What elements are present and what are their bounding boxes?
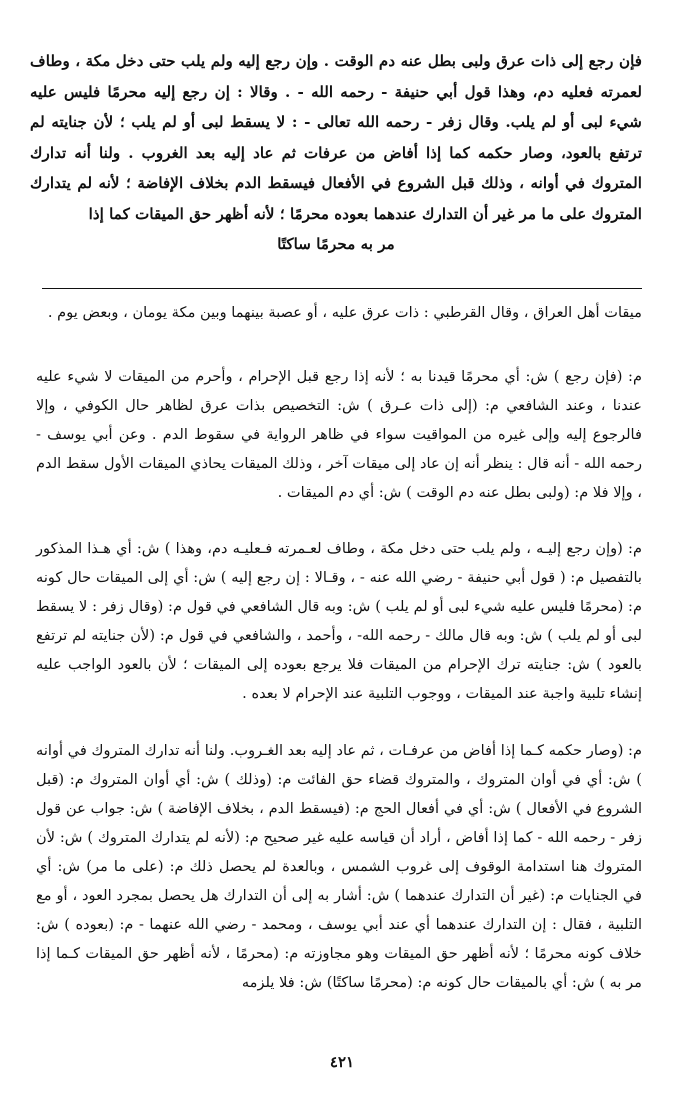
main-last-line: مر به محرمًا ساكتًا <box>277 235 395 253</box>
footnote-continuation: ميقات أهل العراق ، وقال القرطبي : ذات عرق عليه ، أو عصبة بينهما وبين مكة يومان ، وبعض يوم . <box>47 304 642 321</box>
main-paragraph: فإن رجع إلى ذات عرق ولبى بطل عنه دم الوقت . وإن رجع إليه ولم يلب حتى دخل مكة ، وطاف لعمرته فعليه دم، وهذا قول أبي حنيفة - رحمه الله - . وقالا : إن رجع إليه محرمًا فليس عليه شيء لبى أو لم يلب. وقال زفر - رحمه الله تعالى - : لا يسقط لبى أو لم يلب ؛ لأن جنايته لم ترتفع بالعود، وصار حكمه كما إذا أفاض من عرفات ثم عاد إليه بعد الغروب . ولنا أنه تدارك المتروك في أوانه ، وذلك قبل الشروع في الأفعال فيسقط الدم بخلاف الإفاضة ؛ لأنه لم يتدارك المتروك على ما مر غير أن التدارك عندهما بعوده محرمًا ؛ لأنه أظهر حق الميقات كما إذا <box>30 52 642 223</box>
main-text <box>30 46 642 260</box>
commentary-paragraph-1: م: (فإن رجع ) ش: أي محرمًا قيدنا به ؛ لأنه إذا رجع قبل الإحرام ، وأحرم من الميقات لا شيء عليه عندنا ، وعند الشافعي م: (إلى ذات عـرق ) ش: التخصيص بذات عرق لظاهر حال الكوفي ، وإلا فالرجوع إليه وإلى غيره من المواقيت سواء في ظاهر الرواية في سقوط الدم . وعن أبي يوسف - رحمه الله - أنه قال : ينظر أنه إن عاد إلى ميقات آخر ، وذلك الميقات يحاذي الميقات الأول سقط الدم ، وإلا فلا م: (ولبى بطل عنه دم الوقت ) ش: أي دم الميقات . <box>36 368 642 501</box>
commentary-paragraph-3: م: (وصار حكمه كـما إذا أفاض من عرفـات ، ثم عاد إليه بعد الغـروب. ولنا أنه تدارك المتروك في أوانه ) ش: أي في أوان المتروك ، والمتروك قضاء حق الفائت م: (وذلك ) ش: أي أوان المتروك م: (قبل الشروع في الأفعال ) ش: أي في أفعال الحج م: (فيسقط الدم ، بخلاف الإفاضة ) ش: جواب عن قول زفر - رحمه الله - كما إذا أفاض ، أراد أن قياسه عليه غير صحيح م: (لأنه لم يتدارك المتروك ) ش: لأن المتروك هنا استدامة الوقوف إلى غروب الشمس ، وبالعدة لم يحصل ذلك م: (على ما مر) ش: أي في الجنايات م: (غير أن التدارك عندهما ) ش: أشار به إلى أن التدارك هل يحصل بمجرد العود ، أو مع التلبية ، فقال : إن التدارك عندهما أي عند أبي يوسف ، ومحمد - رضي الله عنهما - م: (بعوده ) ش: خلاف كونه محرمًا ؛ لأنه أظهر حق الميقات وهو مجاوزته م: (محرمًا ، لأنه أظهر حق الميقات كـما إذا مر به ) ش: أي بالميقات حال كونه م: (محرمًا ساكتًا) ش: فلا يلزمه <box>36 742 642 991</box>
separator-rule <box>42 288 642 289</box>
commentary-paragraph-2: م: (وإن رجع إليـه ، ولم يلب حتى دخل مكة ، وطاف لعـمرته فـعليـه دم، وهذا ) ش: أي هـذا المذكور بالتفصيل م: ( قول أبي حنيفة - رضي الله عنه - ، وقـالا : إن رجع إليه ) ش: أي إلى الميقات حال كونه م: (محرمًا فليس عليه شيء لبى أو لم يلب ) ش: وبه قال الشافعي في قول م: (وقال زفر : لا يسقط لبى أو لم يلب ) ش: وبه قال مالك - رحمه الله- ، وأحمد ، والشافعي في قول م: (لأن جنايته لم ترتفع بالعود ) ش: جنايته ترك الإحرام من الميقات فلا يرجع بعوده إلى الميقات ؛ لأن بالعود الواجب عليه إنشاء تلبية واجبة عند الميقات ، ووجوب التلبية عند الإحرام لا بعده . <box>36 540 642 702</box>
page-number: ٤٢١ <box>329 1053 355 1071</box>
